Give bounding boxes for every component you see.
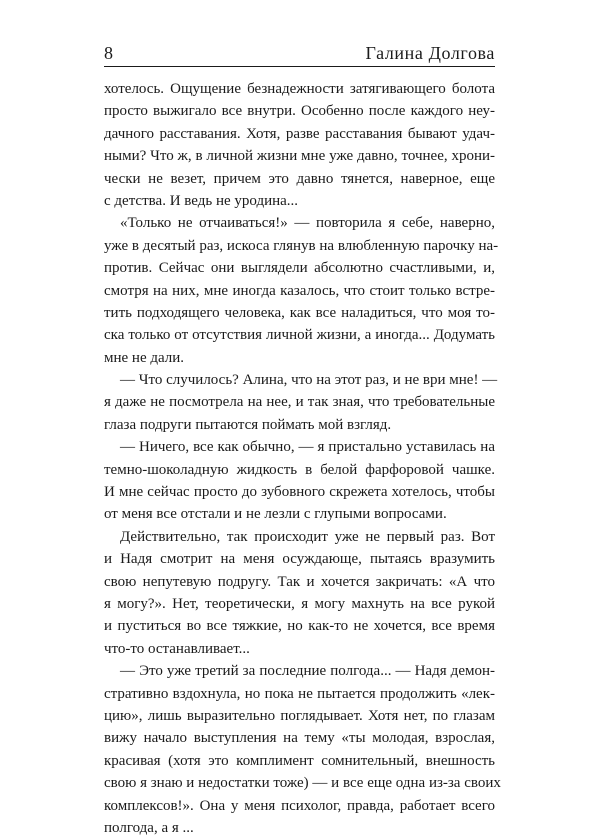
- text-line: смотря на них, мне иногда казалось, что стоит только встре-: [104, 282, 495, 299]
- text-line: я могу?». Нет, теоретически, я могу махнуть на все рукой: [104, 595, 495, 612]
- text-line: просто выжигало все внутри. Особенно после каждого неу-: [104, 103, 495, 120]
- text-line: тить подходящего человека, как все наладиться, что моя то-: [104, 304, 495, 321]
- text-line: свою непутевую подругу. Так и хочется закричать: «А что: [104, 573, 495, 590]
- text-line: чески не везет, причем это давно тянется, наверное, еще: [104, 170, 495, 187]
- text-line: свою я знаю и недостатки тоже) — и все еще одна из-за своих: [104, 775, 501, 792]
- text-line: глаза подруги пытаются поймать мой взгляд.: [104, 416, 392, 433]
- text-line: и пуститься во все тяжкие, но как-то не хочется, все время: [104, 618, 495, 635]
- text-line: уже в десятый раз, искоса глянув на влюбленную парочку на-: [104, 237, 499, 254]
- text-line: ными? Что ж, в личной жизни мне уже давно, точнее, хрони-: [104, 148, 495, 165]
- text-line: что-то останавливает...: [104, 640, 250, 657]
- running-head-author: Галина Долгова: [365, 43, 495, 63]
- header-rule: [104, 66, 495, 67]
- text-line: красивая (хотя это комплимент сомнительный, внешность: [104, 752, 495, 769]
- text-line: полгода, а я ...: [104, 819, 194, 836]
- text-line: вижу начало выступления на тему «ты молодая, взрослая,: [104, 730, 495, 747]
- text-line: Действительно, так происходит уже не первый раз. Вот: [120, 528, 495, 545]
- text-line: И мне сейчас просто до зубовного скрежета хотелось, чтобы: [104, 484, 495, 501]
- text-line: — Это уже третий за последние полгода... — Надя демон-: [120, 663, 495, 680]
- text-line: — Ничего, все как обычно, — я пристально уставилась на: [120, 439, 495, 456]
- body-text: [104, 78, 501, 839]
- text-line: темно-шоколадную жидкость в белой фарфоровой чашке.: [104, 461, 495, 478]
- text-line: против. Сейчас они выглядели абсолютно счастливыми, и,: [104, 260, 495, 277]
- page-number: 8: [104, 43, 113, 63]
- text-line: ска только от отсутствия личной жизни, а иногда... Додумать: [104, 327, 495, 344]
- text-line: цию», лишь выразительно поглядывает. Хотя нет, по глазам: [104, 707, 495, 724]
- text-line: я даже не посмотрела на нее, и так зная, что требовательные: [104, 394, 495, 411]
- text-line: от меня все отстали и не лезли с глупыми вопросами.: [104, 506, 447, 523]
- page-header: [104, 40, 495, 66]
- text-line: хотелось. Ощущение безнадежности затягивающего болота: [104, 81, 495, 97]
- text-line: — Что случилось? Алина, что на этот раз, и не ври мне! —: [120, 372, 498, 389]
- text-line: стративно вздохнула, но пока не пытается продолжить «лек-: [104, 685, 495, 702]
- text-line: мне не дали.: [104, 349, 185, 366]
- text-line: с детства. И ведь не уродина...: [104, 192, 299, 209]
- text-line: дачного расставания. Хотя, разве расставания бывают удач-: [104, 125, 495, 142]
- text-line: и Надя смотрит на меня осуждающе, пытаясь вразумить: [104, 551, 495, 568]
- text-line: комплексов!». Она у меня психолог, правда, работает всего: [104, 797, 495, 814]
- text-line: «Только не отчаиваться!» — повторила я себе, наверно,: [120, 215, 495, 232]
